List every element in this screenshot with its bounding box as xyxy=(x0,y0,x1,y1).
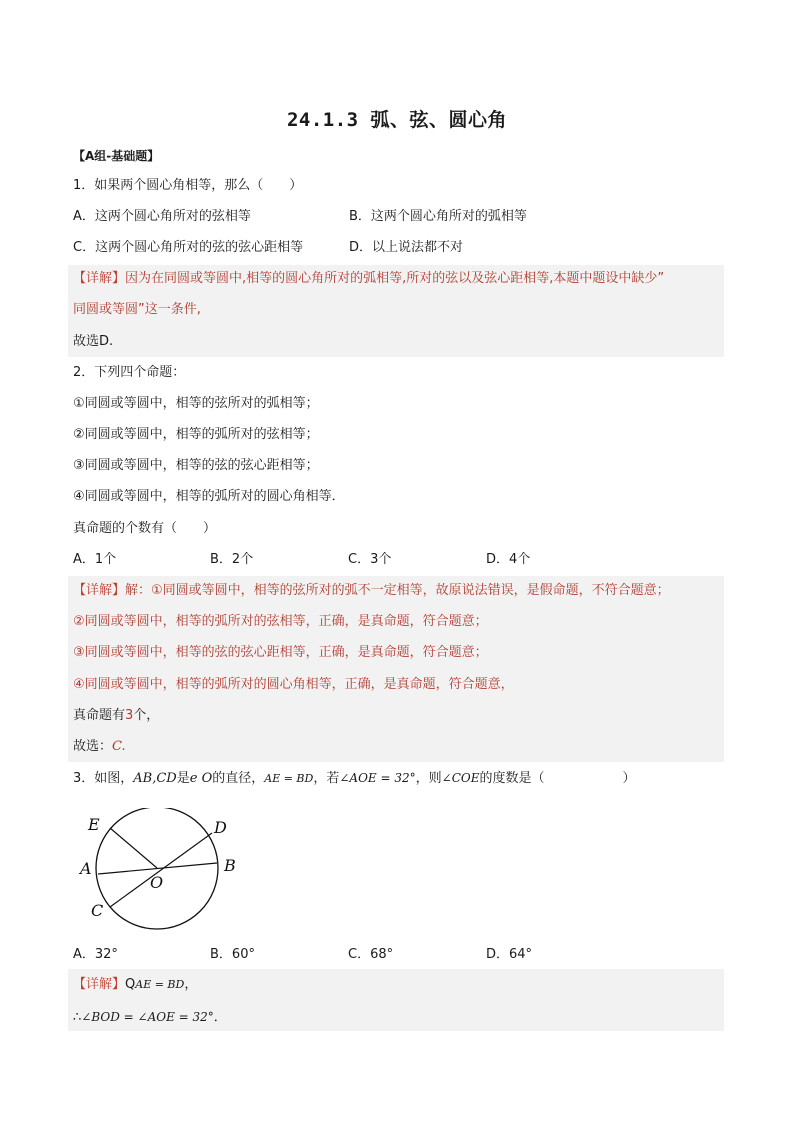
q3-analysis-line-2 xyxy=(73,1008,227,1027)
page-title: 24.1.3 弧、弦、圆心角 xyxy=(286,109,508,131)
q2-statement-3: ③同圆或等圆中，相等的弦的弦心距相等； xyxy=(73,458,319,473)
q2-option-a: A．1个 xyxy=(73,552,117,567)
q3-analysis-expr-2: ∠BOD = ∠AOE = 32° xyxy=(81,1010,214,1024)
q3-if: ，若 xyxy=(313,771,340,786)
q3-circle-o: e O xyxy=(189,771,213,786)
q3-arc-eq: AE = BD xyxy=(264,772,314,785)
q1-option-c: C．这两个圆心角所对的弦的弦心距相等 xyxy=(73,240,304,255)
detail-tag: 【详解】 xyxy=(73,271,126,286)
q3-option-c: C．68° xyxy=(348,947,394,962)
q2-count-suffix: 个， xyxy=(133,708,160,723)
q2-question: 真命题的个数有（ ） xyxy=(73,521,217,536)
q2-analysis-line-4: ④同圆或等圆中，相等的弧所对的圆心角相等，正确，是真命题，符合题意， xyxy=(73,677,514,692)
q2-analysis-line-1 xyxy=(73,582,670,600)
q2-count-prefix: 真命题有 xyxy=(73,708,126,723)
q3-stem xyxy=(73,769,636,788)
q2-statement-1: ①同圆或等圆中，相等的弦所对的弧相等； xyxy=(73,396,319,411)
q1-analysis-text-1: 因为在同圆或等圆中,相等的圆心角所对的弧相等,所对的弦以及弦心距相等,本题中题设中缺少” xyxy=(125,271,665,286)
q2-analysis-line-2: ②同圆或等圆中，相等的弧所对的弦相等，正确，是真命题，符合题意； xyxy=(73,614,488,629)
label-o: O xyxy=(150,873,164,892)
q1-option-d: D．以上说法都不对 xyxy=(349,240,464,255)
segment-oe xyxy=(110,828,157,868)
detail-tag: 【详解】 xyxy=(73,977,126,992)
q3-because: Q xyxy=(125,977,136,992)
label-a: A xyxy=(80,859,92,878)
q1-answer: 故选D. xyxy=(73,334,114,349)
q3-is: 是 xyxy=(176,771,190,786)
q3-therefore: ∴ xyxy=(73,1010,82,1025)
q3-analysis-end-1: ， xyxy=(184,977,198,992)
q2-analysis-text-1: 解：①同圆或等圆中，相等的弦所对的弧不一定相等，故原说法错误，是假命题，不符合题意； xyxy=(125,583,670,598)
group-heading: 【A组-基础题】 xyxy=(73,149,160,163)
q3-option-a: A．32° xyxy=(73,947,118,962)
circle-figure xyxy=(74,808,254,938)
label-c: C xyxy=(91,901,104,920)
q1-analysis-line-2: 同圆或等圆”这一条件, xyxy=(73,302,201,317)
q2-option-b: B．2个 xyxy=(210,552,254,567)
q1-analysis-line-1 xyxy=(73,270,664,288)
label-d: D xyxy=(214,818,227,837)
diameter-cd xyxy=(110,833,212,907)
q3-analysis-line-1 xyxy=(73,976,197,994)
q2-option-d: D．4个 xyxy=(486,552,531,567)
q2-answer-value: C. xyxy=(112,739,126,754)
q3-ab-cd: AB,CD xyxy=(133,771,177,786)
q2-stem: 2．下列四个命题： xyxy=(73,365,186,380)
q3-angle-given: ∠AOE = 32° xyxy=(339,771,416,785)
q2-count-value: 3 xyxy=(125,708,134,723)
q2-analysis-line-3: ③同圆或等圆中，相等的弦的弦心距相等，正确，是真命题，符合题意； xyxy=(73,645,488,660)
q3-diameter: 的直径， xyxy=(212,771,265,786)
q1-option-a: A．这两个圆心角所对的弦相等 xyxy=(73,209,251,224)
q3-option-b: B．60° xyxy=(210,947,255,962)
detail-tag: 【详解】 xyxy=(73,583,126,598)
q2-option-c: C．3个 xyxy=(348,552,392,567)
q3-option-d: D．64° xyxy=(486,947,533,962)
q3-stem-prefix: 3．如图， xyxy=(73,771,134,786)
q2-count xyxy=(73,707,159,725)
q2-answer xyxy=(73,738,126,756)
q1-option-b: B．这两个圆心角所对的弧相等 xyxy=(349,209,527,224)
label-e: E xyxy=(88,815,100,834)
q2-answer-prefix: 故选： xyxy=(73,739,113,754)
q3-then: ，则 xyxy=(415,771,442,786)
label-b: B xyxy=(224,856,236,875)
q2-analysis-box xyxy=(68,576,724,762)
q3-angle-ask: ∠COE xyxy=(441,771,480,785)
q3-analysis-expr-1: AE = BD xyxy=(135,978,185,991)
q2-statement-4: ④同圆或等圆中，相等的弧所对的圆心角相等． xyxy=(73,489,345,504)
q3-ask-suffix: 的度数是（ ） xyxy=(479,771,636,786)
q3-analysis-end-2: ． xyxy=(213,1010,227,1025)
q2-statement-2: ②同圆或等圆中，相等的弧所对的弦相等； xyxy=(73,427,319,442)
q1-stem: 1．如果两个圆心角相等，那么（ ） xyxy=(73,178,303,193)
